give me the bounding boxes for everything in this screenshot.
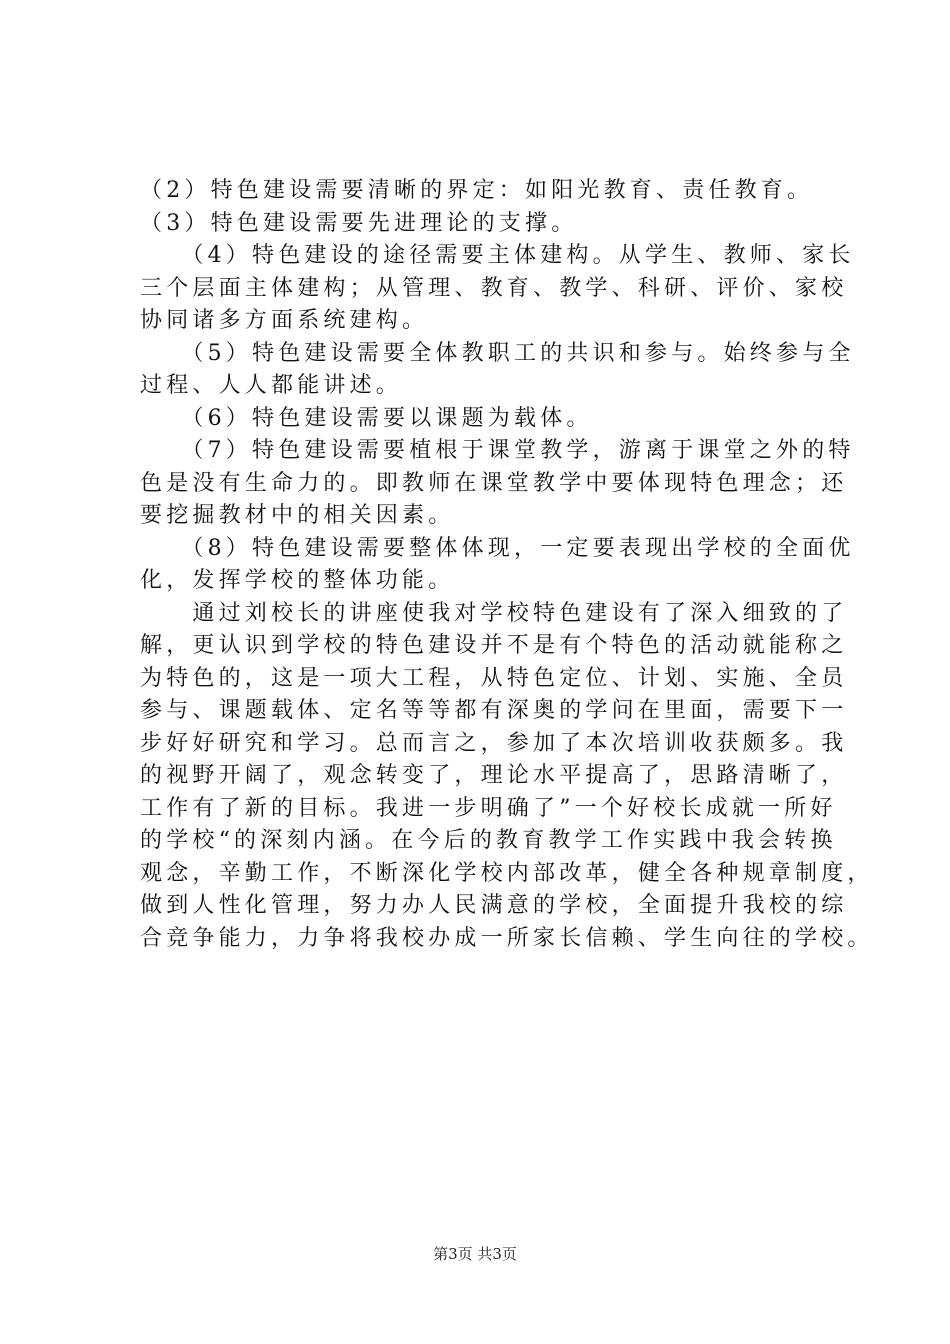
text-line-12: （8）特色建设需要整体体现，一定要表现出学校的全面优 <box>140 535 855 561</box>
text-line-11: 要挖掘教材中的相关因素。 <box>140 503 455 528</box>
text-line-1: （2）特色建设需要清晰的界定：如阳光教育、责任教育。 <box>140 178 814 203</box>
page-number-label: 第3页 共3页 <box>433 1245 517 1263</box>
text-line-16: 为特色的，这是一项大工程，从特色定位、计划、实施、全员 <box>140 665 848 691</box>
text-line-2: （3）特色建设需要先进理论的支撑。 <box>140 210 578 236</box>
text-line-14: 通过刘校长的讲座使我对学校特色建设有了深入细致的了 <box>140 600 848 626</box>
text-line-17: 参与、课题载体、定名等等都有深奥的学问在里面，需要下一 <box>140 698 848 723</box>
text-line-5: 协同诸多方面系统建构。 <box>140 308 429 333</box>
text-line-7: 过程、人人都能讲述。 <box>140 373 403 398</box>
text-line-24: 合竞争能力，力争将我校办成一所家长信赖、学生向往的学校。 <box>140 925 874 951</box>
text-line-21: 的学校“的深刻内涵。在今后的教育教学工作实践中我会转换 <box>140 828 837 853</box>
text-line-18: 步好好研究和学习。总而言之，参加了本次培训收获颇多。我 <box>140 730 848 756</box>
text-line-13: 化，发挥学校的整体功能。 <box>140 568 455 593</box>
page-footer <box>0 1244 950 1264</box>
text-line-9: （7）特色建设需要植根于课堂教学，游离于课堂之外的特 <box>140 438 855 463</box>
text-line-20: 工作有了新的目标。我进一步明确了”一个好校长成就一所好 <box>140 795 837 821</box>
text-line-23: 做到人性化管理，努力办人民满意的学校，全面提升我校的综 <box>140 893 848 918</box>
text-line-6: （5）特色建设需要全体教职工的共识和参与。始终参与全 <box>140 340 855 366</box>
text-line-3: （4）特色建设的途径需要主体建构。从学生、教师、家长 <box>140 243 855 268</box>
text-line-8: （6）特色建设需要以课题为载体。 <box>140 405 593 431</box>
text-line-19: 的视野开阔了，观念转变了，理论水平提高了，思路清晰了， <box>140 763 848 788</box>
text-line-15: 解，更认识到学校的特色建设并不是有个特色的活动就能称之 <box>140 633 848 658</box>
text-line-22: 观念，辛勤工作，不断深化学校内部改革，健全各种规章制度， <box>140 860 874 886</box>
text-line-10: 色是没有生命力的。即教师在课堂教学中要体现特色理念；还 <box>140 470 848 496</box>
document-body <box>140 175 874 955</box>
text-line-4: 三个层面主体建构；从管理、教育、教学、科研、评价、家校 <box>140 275 848 301</box>
